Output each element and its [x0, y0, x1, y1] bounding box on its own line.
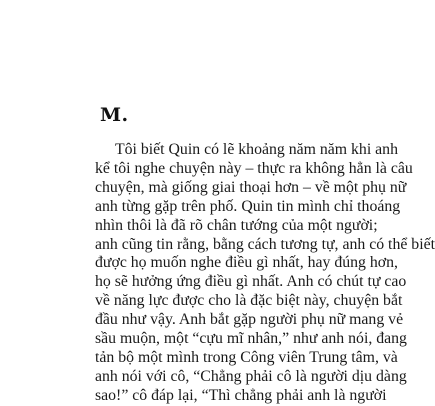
text-line: sao!” cô đáp lại, “Thì chẳng phải anh là người — [95, 386, 387, 404]
text-line: nhìn thôi là đã rõ chân tướng của một người; — [95, 216, 378, 234]
text-line: chuyện, mà giống giai thoại hơn – về một phụ nữ — [95, 178, 407, 196]
text-line: tản bộ một mình trong Công viên Trung tâm, và — [95, 348, 398, 366]
body-paragraph — [95, 141, 435, 406]
text-line: anh cũng tin rằng, bằng cách tương tự, anh có thể biết — [95, 235, 435, 253]
chapter-heading: M. — [100, 104, 129, 126]
text-line: họ sẽ hưởng ứng điều gì nhất. Anh có chút tự cao — [95, 273, 407, 291]
text-line: anh từng gặp trên phố. Quin tin mình chỉ thoáng — [95, 197, 401, 215]
text-line: Tôi biết Quin có lẽ khoảng năm năm khi anh — [115, 141, 398, 158]
text-line: anh nói với cô, “Chẳng phải cô là người dịu dàng — [95, 367, 407, 385]
text-line: sầu muộn, một “cựu mĩ nhân,” như anh nói, đang — [95, 330, 407, 348]
text-line: về năng lực được cho là đặc biệt này, chuyện bắt — [95, 292, 403, 310]
text-line: được họ muốn nghe điều gì nhất, hay đúng hơn, — [95, 254, 398, 272]
text-line: đầu như vậy. Anh bắt gặp người phụ nữ mang vẻ — [95, 311, 404, 329]
text-line: kể tôi nghe chuyện này – thực ra không hẳn là câu — [95, 159, 413, 177]
